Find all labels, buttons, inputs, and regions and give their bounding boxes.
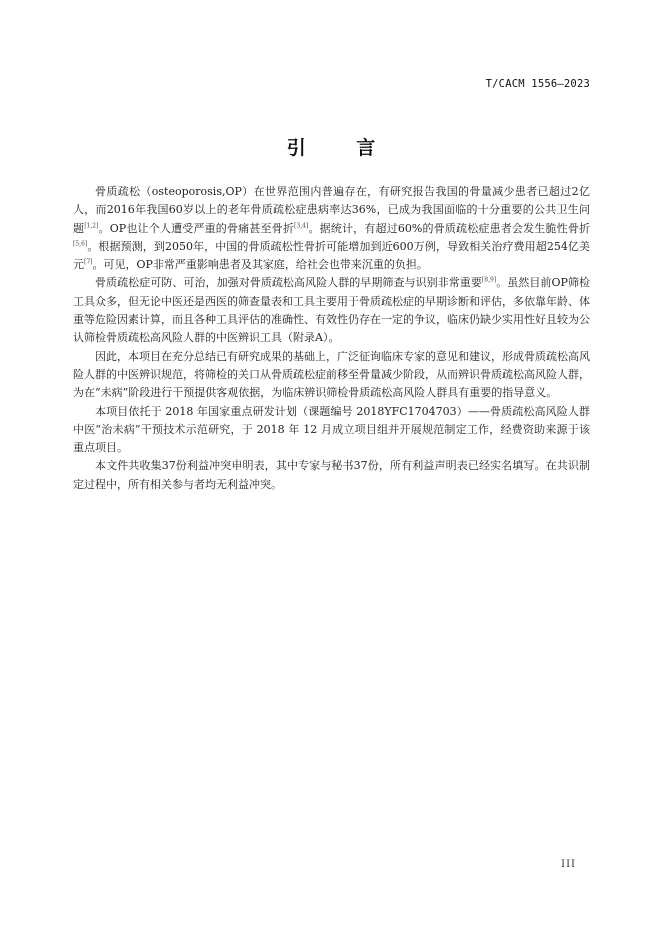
paragraph-text: 骨质疏松症可防、可治，加强对骨质疏松高风险人群的早期筛查与识别非常重要 <box>95 276 482 290</box>
paragraph-1 <box>73 183 590 274</box>
paragraph-text: 本文件共收集37份利益冲突申明表，其中专家与秘书37份，所有利益声明表已经实名填写。在共识制定过程中，所有相关参与者均无利益冲突。 <box>73 459 590 491</box>
paragraph-text: 本项目依托于 2018 年国家重点研发计划（课题编号 2018YFC1704703）——骨质疏松高风险人群中医“治未病”干预技术示范研究，于 2018 年 12 月成立项目组并开展规范制定工作，经费资助来源于该重点项目。 <box>73 404 590 455</box>
paragraph-text: 。虽然目前OP筛检工具众多，但无论中医还是西医的筛查量表和工具主要用于骨质疏松症的早期诊断和评估，多依靠年龄、体重等危险因素计算，而且各种工具评估的准确性、有效性仍存在一定的争议，临床仍缺少实用性好且较为公认筛检骨质疏松高风险人群的中医辨识工具（附录A）。 <box>73 276 590 345</box>
page-title: 引 言 <box>286 137 398 159</box>
paragraph-3 <box>73 348 590 403</box>
paragraph-text: 。据统计，有超过60%的骨质疏松症患者会发生脆性骨折 <box>308 221 591 235</box>
paragraph-2 <box>73 274 590 347</box>
standard-code: T/CACM 1556—2023 <box>485 78 590 90</box>
citation-ref: [8,9] <box>481 276 497 284</box>
paragraph-5 <box>73 457 590 494</box>
paragraph-text: 。根据预测，到2050年，中国的骨质疏松性骨折可能增加到近600万例，导致相关治疗费用超254亿美元 <box>73 239 590 272</box>
citation-ref: [3,4] <box>294 221 309 229</box>
paragraph-text: 。OP也让个人遭受严重的骨痛甚至骨折 <box>98 221 295 235</box>
citation-ref: [1,2] <box>84 221 99 229</box>
paragraph-text: 因此，本项目在充分总结已有研究成果的基础上，广泛征询临床专家的意见和建议，形成骨质疏松高风险人群的中医辨识规范，将筛检的关口从骨质疏松症前移至骨量减少阶段，从而辨识骨质疏松高风险人群，为在“未病”阶段进行干预提供客观依据，为临床辨识筛检骨质疏松高风险人群具有重要的指导意义。 <box>73 349 590 400</box>
body-text <box>73 183 590 494</box>
citation-ref: [7] <box>84 258 93 266</box>
paragraph-text: 骨质疏松（osteoporosis,OP）在世界范围内普遍存在，有研究报告我国的骨量减少患者已超过2亿人，而2016年我国60岁以上的老年骨质疏松症患病率达36%，已成为我国面临的十分重要的公共卫生问题 <box>73 185 590 235</box>
paragraph-text: 。可见，OP非常严重影响患者及其家庭，给社会也带来沉重的负担。 <box>92 258 428 272</box>
page-number: III <box>561 859 576 870</box>
paragraph-4 <box>73 403 590 458</box>
citation-ref: [5,6] <box>73 240 88 248</box>
